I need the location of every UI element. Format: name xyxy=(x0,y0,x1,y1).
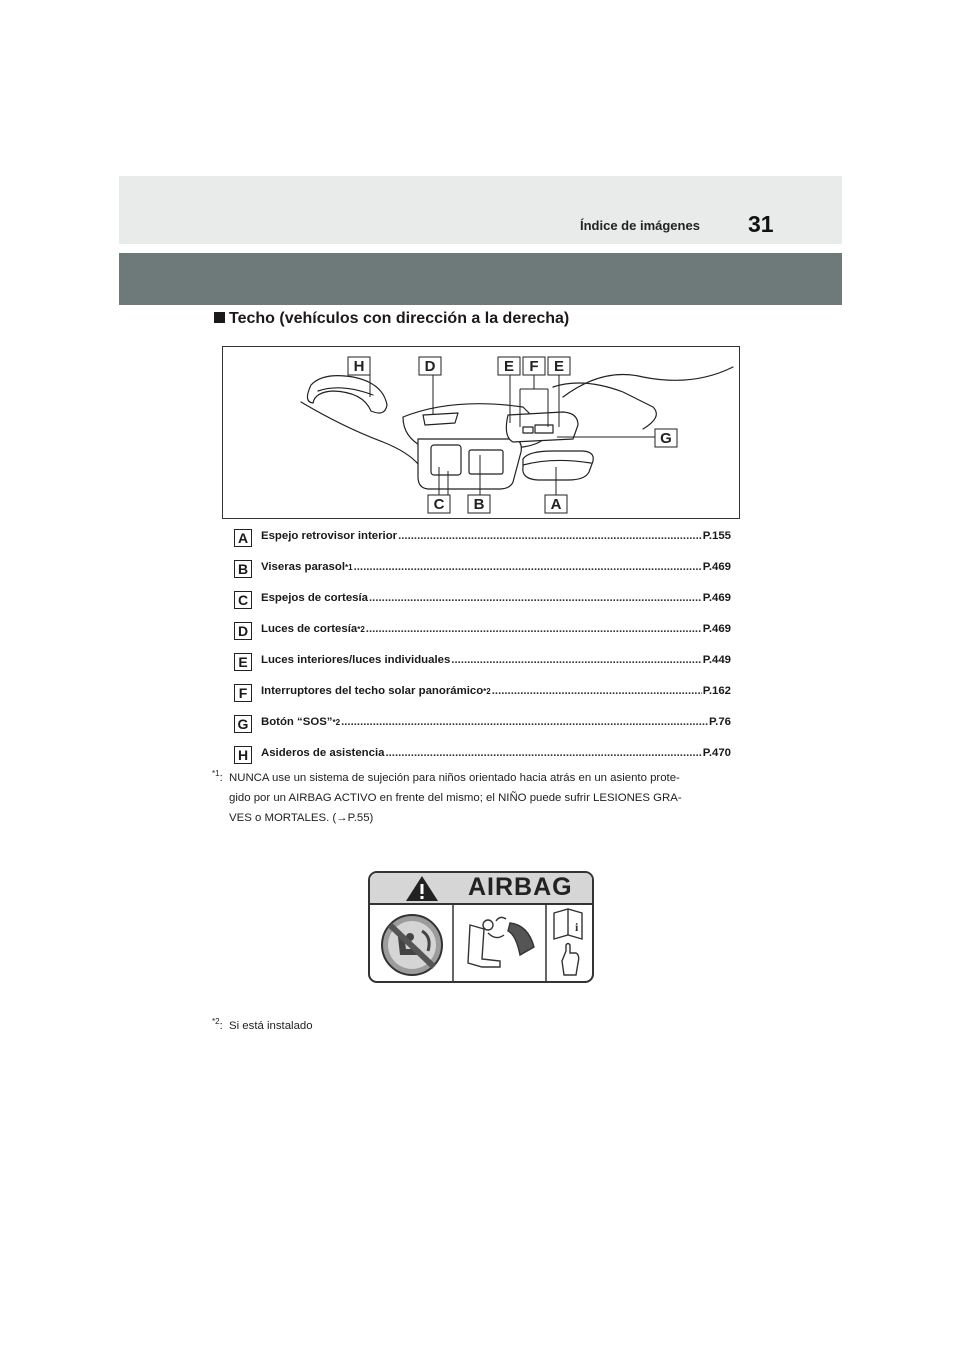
legend-page-link[interactable]: P.469 xyxy=(702,592,731,604)
seat-airbag-icon xyxy=(468,917,534,967)
legend-page-link[interactable]: P.469 xyxy=(702,623,731,635)
legend-page-link[interactable]: P.470 xyxy=(702,747,731,759)
svg-text:D: D xyxy=(424,358,436,375)
roof-diagram xyxy=(223,347,741,520)
legend-key: F xyxy=(234,684,252,702)
footnote-line: NUNCA use un sistema de sujeción para niños orientado hacia atrás en un asiento prote- xyxy=(229,772,680,784)
list-item: B Viseras parasol *1 ..... P.469 xyxy=(234,558,734,589)
legend-key: A xyxy=(234,529,252,547)
roof-illustration xyxy=(222,346,740,519)
section-heading-text: Techo (vehículos con dirección a la derecha) xyxy=(229,310,570,327)
footnote-mark: *2 xyxy=(212,1017,220,1027)
callout-E xyxy=(498,357,520,375)
legend-label: Espejos de cortesía xyxy=(261,592,368,604)
section-band xyxy=(119,253,842,305)
leader-dots xyxy=(451,654,701,666)
leader-dots xyxy=(492,685,702,697)
legend-key: B xyxy=(234,560,252,578)
legend-label: Espejo retrovisor interior xyxy=(261,530,398,542)
svg-text:C: C xyxy=(433,496,445,513)
leader-dots xyxy=(385,747,701,759)
light-lens xyxy=(423,413,458,425)
legend-label: Luces de cortesía xyxy=(261,623,358,635)
legend-label: Luces interiores/luces individuales xyxy=(261,654,451,666)
airbag-word: AIRBAG xyxy=(468,873,573,901)
footnote-2: $^{*2}$: Si está instalado xyxy=(212,1017,313,1032)
list-item: F Interruptores del techo solar panorámico *2 ..... P.162 xyxy=(234,682,734,713)
svg-text:i: i xyxy=(575,920,579,934)
callout-A xyxy=(545,495,567,513)
legend-label: Viseras parasol xyxy=(261,561,346,573)
page-number: 31 xyxy=(748,211,774,237)
footnote-1: $^{*1}$: NUNCA use un sistema de sujeción para niños orientado hacia atrás en un asiento prote- gido por un AIRBAG ACTIVO en frente del mismo; el NIÑO puede sufrir LESIONES GRA- VES o MORTALES. (→P.55) xyxy=(212,768,752,830)
svg-text:B: B xyxy=(473,496,485,513)
legend-page-link[interactable]: P.162 xyxy=(702,685,731,697)
visor-pad xyxy=(469,450,503,474)
list-item xyxy=(234,527,734,558)
legend-key: H xyxy=(234,746,252,764)
leader-dots xyxy=(366,623,702,635)
leader-dots xyxy=(341,716,708,728)
header-title: Índice de imágenes xyxy=(580,218,700,233)
svg-text:E: E xyxy=(503,358,515,375)
roof-edge-line xyxy=(301,402,419,465)
legend-page-link[interactable]: P.469 xyxy=(702,561,731,573)
read-manual-icon xyxy=(554,909,582,975)
list-item: D Luces de cortesía *2 ..... P.469 xyxy=(234,620,734,651)
airbag-pictograms xyxy=(370,905,592,983)
legend-label: Asideros de asistencia xyxy=(261,747,385,759)
no-child-seat-icon xyxy=(382,915,442,975)
footnote-line: gido por un AIRBAG ACTIVO en frente del mismo; el NIÑO puede sufrir LESIONES GRA- xyxy=(229,792,682,804)
roof-switch-shape xyxy=(523,427,533,433)
callout-G xyxy=(655,429,677,447)
roof-panel-edge xyxy=(563,367,733,397)
assist-grip xyxy=(307,376,387,413)
footnote-line: Si está instalado xyxy=(229,1020,313,1032)
legend-page-link[interactable]: P.449 xyxy=(702,654,731,666)
callout-F xyxy=(523,357,545,375)
callout-C xyxy=(428,495,450,513)
rearview-mirror xyxy=(523,451,593,480)
legend-list xyxy=(234,527,734,775)
leader-dots xyxy=(354,561,702,573)
warning-triangle-icon xyxy=(402,873,442,903)
list-item xyxy=(234,651,734,682)
airbag-label-header xyxy=(370,873,592,905)
footnote-mark: *1 xyxy=(212,769,220,779)
vanity-mirror xyxy=(431,445,461,475)
legend-key: G xyxy=(234,715,252,733)
legend-key: E xyxy=(234,653,252,671)
callout-E-second xyxy=(548,357,570,375)
legend-key: C xyxy=(234,591,252,609)
callout-H xyxy=(348,357,370,375)
svg-text:G: G xyxy=(660,430,672,447)
header-band xyxy=(119,176,842,244)
legend-label: Interruptores del techo solar panorámico xyxy=(261,685,484,697)
legend-key: D xyxy=(234,622,252,640)
leader-dots xyxy=(398,530,702,542)
leader-dots xyxy=(369,592,702,604)
legend-page-link[interactable]: P.155 xyxy=(702,530,731,542)
list-item: G Botón “SOS” *2 ..... P.76 xyxy=(234,713,734,744)
svg-text:H: H xyxy=(353,358,365,375)
section-heading xyxy=(214,310,569,328)
airbag-warning-label xyxy=(368,871,594,983)
square-bullet-icon xyxy=(214,312,225,323)
svg-text:A: A xyxy=(550,496,562,513)
svg-text:E: E xyxy=(553,358,565,375)
sos-button-shape xyxy=(535,425,553,433)
callout-B xyxy=(468,495,490,513)
legend-label: Botón “SOS” xyxy=(261,716,333,728)
legend-page-link[interactable]: P.76 xyxy=(709,716,731,728)
list-item xyxy=(234,589,734,620)
callout-D xyxy=(419,357,441,375)
svg-text:F: F xyxy=(529,358,539,375)
footnote-line[interactable]: VES o MORTALES. (→P.55) xyxy=(229,812,374,824)
